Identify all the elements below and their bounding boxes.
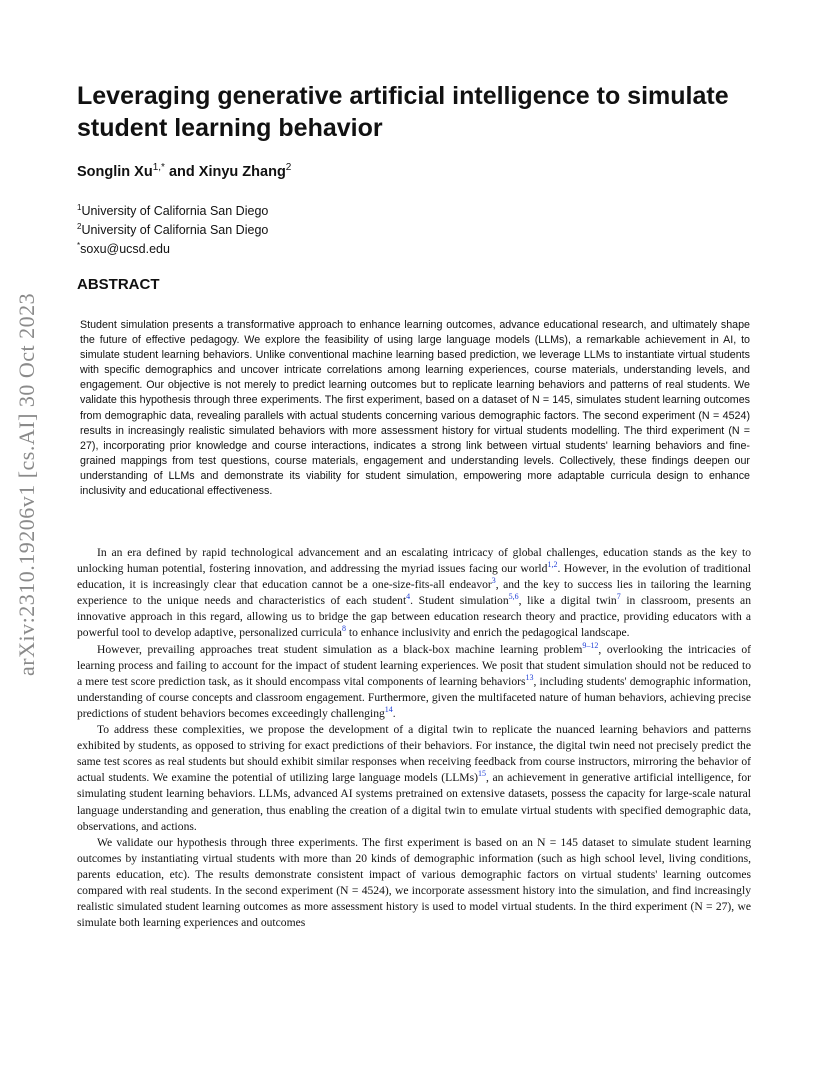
affiliation-line — [77, 200, 677, 219]
affiliations — [77, 200, 677, 257]
citation-link[interactable]: 3 — [491, 576, 496, 586]
author-line — [77, 162, 677, 180]
paragraph-text: , and the key to success lies in tailoring the learning experience to the unique needs and characteristics of each student — [77, 578, 751, 608]
paragraph-text: In an era defined by rapid technological advancement and an escalating intricacy of global challenges, education stands as the key to unlocking human potential, fostering innovation, and addressing the myriad issues facing our world — [77, 546, 751, 576]
paragraph-text: , including students' demographic information, understanding of course concepts and classroom engagement. Furthermore, given the multifaceted nature of human behaviors, achieving precise predictions of student behaviors becomes exceedingly challenging — [77, 674, 751, 720]
citation-link[interactable]: 9–12 — [582, 640, 599, 650]
paper-title: Leveraging generative artificial intelligence to simulate student learning behavior — [77, 82, 729, 142]
paragraph-text: to enhance inclusivity and enrich the pedagogical landscape. — [345, 626, 630, 640]
author-affil-marker: 1,* — [152, 162, 165, 173]
affiliation-text: University of California San Diego — [81, 204, 269, 219]
paragraph-text: We validate our hypothesis through three experiments. The first experiment is based on an N = 145 dataset to simulate student learning outcomes by instantiating virtual students with more than 20 kinds of demographic information (such as high school level, living conditions, parents education, etc). The results demonstrate consistent impact of various demographic factors on virtual students' learning outcomes compared with real students. In the second experiment (N = 4524), we incorporate assessment history into the simulation, and find increasingly realistic simulated student learning outcomes as more assessment history is used to model virtual students. In the third experiment (N = 27), we simulate both learning experiences and outcomes — [77, 835, 751, 930]
paragraph-text: To address these complexities, we propose the development of a digital twin to replicate the nuanced learning behaviors and patterns exhibited by students, as opposed to striving for exact predictions of their behaviors. For instance, the digital twin need not precisely predict the same test scores as real students but should exhibit similar responses when receiving feedback from course instructors, mirroring the behavior of actual students. We examine the potential of utilizing large language models (LLMs) — [77, 723, 751, 785]
paragraph — [77, 835, 751, 932]
paragraph — [77, 545, 751, 642]
affiliation-marker: * — [77, 241, 81, 251]
paragraph-text: . — [392, 706, 396, 720]
paragraph — [77, 642, 751, 722]
contact-email: soxu@ucsd.edu — [80, 242, 170, 257]
citation-link[interactable]: 15 — [477, 769, 486, 779]
paragraph — [77, 722, 751, 835]
citation-link[interactable]: 7 — [616, 592, 621, 602]
paragraph-text: , an achievement in generative artificial intelligence, for simulating student learning behaviors. LLMs, advanced AI systems pretrained on extensive datasets, possess the capacity for large-scale natural language understanding and generation, thus enabling the creation of a digital twin to emulate virtual students with specified demographic data, observations, and actions. — [77, 771, 751, 833]
paragraph-text: , overlooking the intricacies of learning process and failing to account for the impact of student learning experiences. We posit that student simulation should not be reduced to a mere test score prediction task, as it should encompass vital components of learning behaviors — [77, 642, 751, 688]
author-affil-marker: 2 — [285, 162, 292, 173]
paragraph-text: in classroom, presents an innovative approach in this regard, allowing us to bridge the gap between education research theory and practice, providing educators with a powerful tool to develop adaptive, personalized curricula — [77, 594, 751, 640]
affiliation-marker: 2 — [77, 222, 82, 232]
affiliation-text: University of California San Diego — [81, 223, 269, 238]
affiliation-line — [77, 219, 677, 238]
author-connector: and — [164, 163, 199, 180]
abstract-heading: ABSTRACT — [77, 276, 160, 293]
citation-link[interactable]: 4 — [406, 592, 411, 602]
citation-link[interactable]: 13 — [525, 672, 534, 682]
paragraph-text: However, prevailing approaches treat student simulation as a black-box machine learning problem — [97, 642, 583, 656]
paragraph-text: , like a digital twin — [518, 594, 617, 608]
citation-link[interactable]: 1,2 — [547, 560, 558, 570]
citation-link[interactable]: 5,6 — [508, 592, 519, 602]
citation-link[interactable]: 14 — [384, 705, 393, 715]
citation-link[interactable]: 8 — [341, 624, 346, 634]
abstract-text: Student simulation presents a transformative approach to enhance learning outcomes, advance educational research, and ultimately shape the future of effective pedagogy. We explore the feasibility of using large language models (LLMs), a remarkable achievement in AI, to simulate student learning behaviors. Unlike conventional machine learning based prediction, we leverage LLMs to instantiate virtual students with specific demographics and uncover intricate correlations among learning experiences, course materials, understanding levels, and engagement. Our objective is not merely to predict learning outcomes but to replicate learning behaviors and patterns of real students. We validate this hypothesis through three experiments. The first experiment, based on a dataset of N = 145, simulates student learning outcomes from demographic data, revealing parallels with actual students concerning various demographic factors. The second experiment (N = 4524) results in increasingly realistic simulated behaviors with more assessment history for virtual students modelling. The third experiment (N = 27), incorporating prior knowledge and course interactions, indicates a strong link between virtual students' learning behaviors and fine-grained mappings from test questions, course materials, engagement and understanding levels. Collectively, these findings deepen our understanding of LLMs and demonstrate its viability for student simulation, empowering more adaptable curricula design to enhance inclusivity and educational effectiveness. — [80, 319, 750, 498]
paragraph-text: . Student simulation — [410, 594, 509, 608]
author-name: Songlin Xu — [77, 163, 153, 180]
arxiv-stamp: arXiv:2310.19206v1 [cs.AI] 30 Oct 2023 — [14, 292, 39, 676]
author-name: Xinyu Zhang — [198, 163, 286, 180]
affiliation-marker: 1 — [77, 203, 82, 212]
paragraph-text: . However, in the evolution of traditional education, it is increasingly clear that education cannot be a one-size-fits-all endeavor — [77, 562, 751, 592]
body-text — [77, 545, 751, 931]
contact-email-line — [77, 238, 677, 257]
